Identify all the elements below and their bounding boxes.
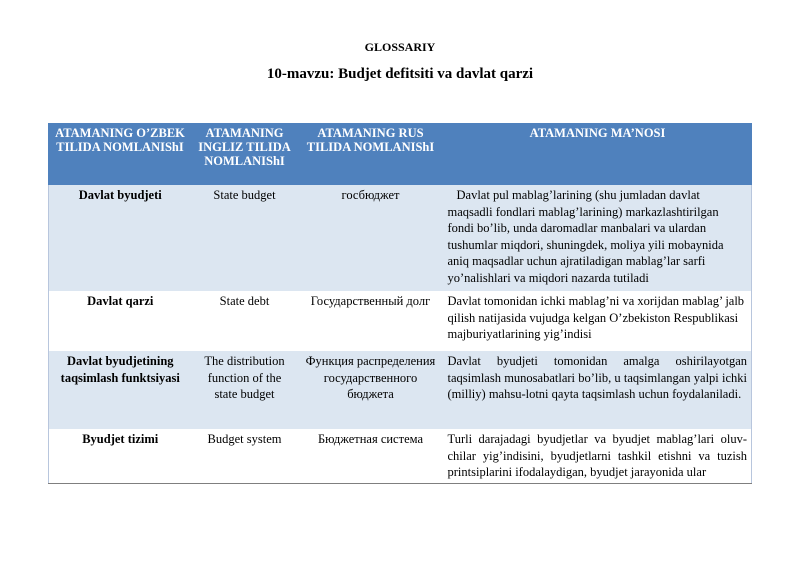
term-uzbek: Byudjet tizimi xyxy=(82,432,159,446)
term-russian: Бюджетная система xyxy=(317,432,423,446)
header-russian-term: ATAMANING RUS TILIDA NOMLANIShI xyxy=(298,124,444,185)
term-russian: Функция распределения государственного бюджета xyxy=(298,351,444,429)
header-meaning: ATAMANING MA’NOSI xyxy=(444,124,752,185)
topic-subtitle: 10-mavzu: Budjet defitsiti va davlat qarzi xyxy=(266,66,534,82)
table-header-row xyxy=(49,124,752,185)
term-uzbek: Davlat byudjeti xyxy=(49,185,192,292)
term-english: State budget xyxy=(192,185,298,292)
glossary-table xyxy=(48,123,752,484)
term-english: State debt xyxy=(219,294,270,308)
term-meaning: Davlat byudjeti tomonidan amalga oshirilayotgan taqsimlash munosabatlari bo’lib, u taqsimlangan yalpi ichki (milliy) mahsu-lotni qayta taqsimlash uchun foydalaniladi. xyxy=(444,351,752,429)
header-english-term: ATAMANING INGLIZ TILIDA NOMLANIShI xyxy=(192,124,298,185)
table-row xyxy=(49,185,752,292)
table-row xyxy=(49,351,752,429)
term-russian: Государственный долг xyxy=(310,294,431,308)
term-meaning: Davlat tomonidan ichki mablag’ni va xorijdan mablag’ jalb qilish natijasida vujudga kelgan O’zbekiston Respublikasi majburiyatlarining yig’indisi xyxy=(447,294,745,341)
term-uzbek: Davlat byudjetining taqsimlash funktsiyasi xyxy=(49,351,192,429)
term-meaning: Turli darajadagi byudjetlar va byudjet mablag’lari oluv-chilar yig’indisini, byudjetlarni tashkil etishni va tuzish printsiplarini ifodalaydigan, byudjet jarayonida ular xyxy=(447,432,747,479)
table-row xyxy=(49,429,752,483)
term-english: The distribution function of the state budget xyxy=(192,351,298,429)
term-russian: госбюджет xyxy=(298,185,444,292)
term-english: Budget system xyxy=(207,432,282,446)
term-meaning: Davlat pul mablag’larining (shu jumladan davlat maqsadli fondlari mablag’larining) markazlashtirilgan fondi bo’lib, unda daromadlar manbalari va ulardan tushumlar miqdori, shuningdek, moliya yili mobaynida aniq maqsadlar uchun ajratiladigan mablag’lar sarfi yo’nalishlari va miqdori nazarda tutiladi xyxy=(444,185,752,292)
header-uzbek-term: ATAMANING O’ZBEK TILIDA NOMLANIShI xyxy=(49,124,192,185)
glossary-title: GLOSSARIY xyxy=(364,40,436,54)
table-row xyxy=(49,291,752,351)
term-uzbek: Davlat qarzi xyxy=(87,294,154,308)
